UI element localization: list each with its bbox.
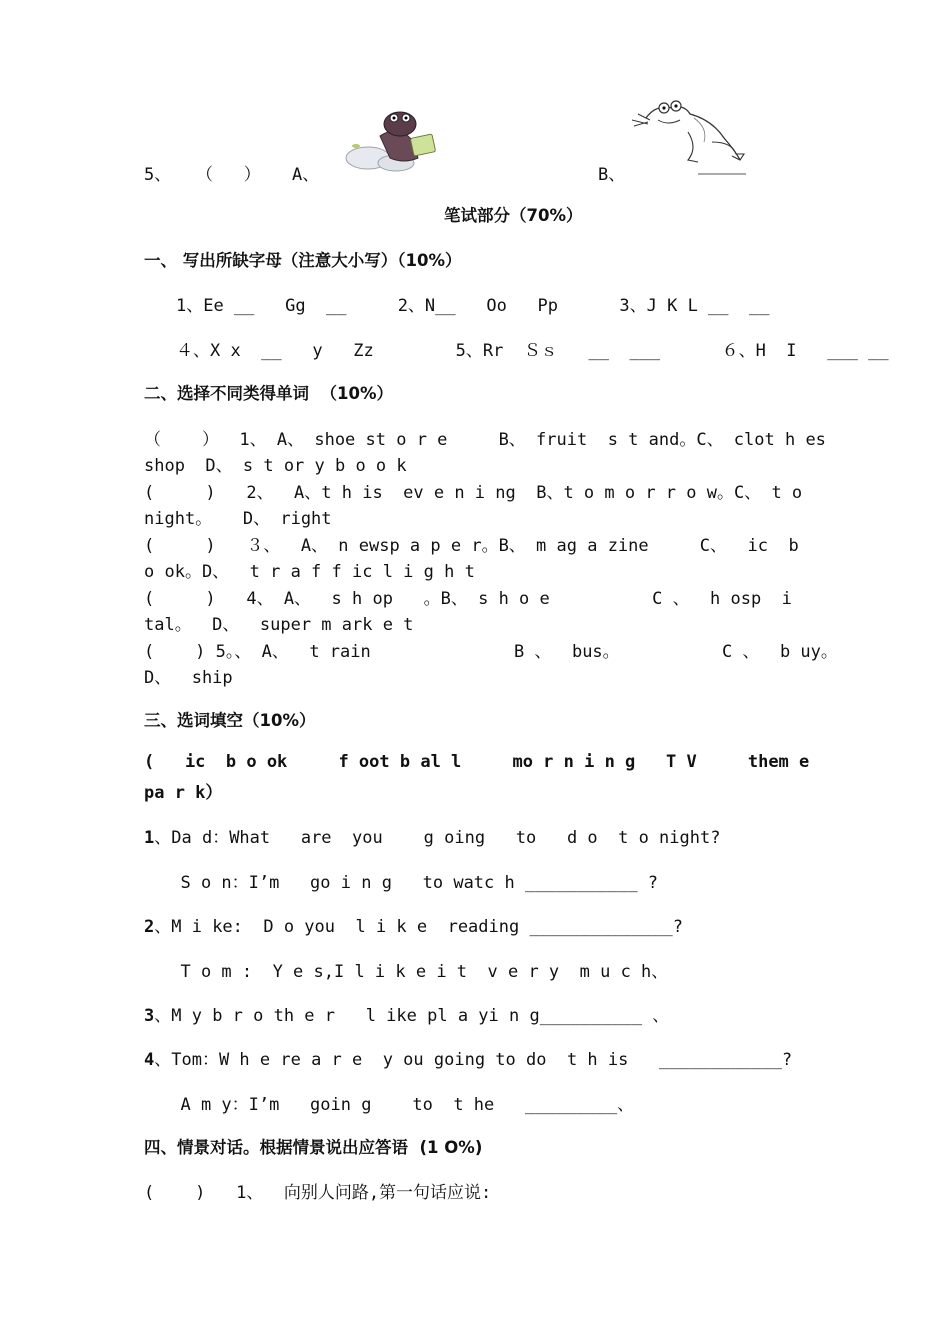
section2-line: tal。 D、 super m ark e t bbox=[144, 615, 414, 635]
q5-number: 5、 bbox=[144, 165, 172, 185]
fill-item-1-reply: S o n：I’m go i n g to watc h ___________ ? bbox=[160, 873, 659, 893]
section1-row2: ４、X x __ y Zz 5、Rr Ｓｓ __ ___ ６、H I ___ __ bbox=[176, 341, 889, 361]
word-bank-line2: pa r k） bbox=[144, 783, 223, 803]
fill-item-3: 3、M y b r o th e r l ike pl a yi n g__________ 、 bbox=[144, 1006, 670, 1026]
q5-option-a-label: A、 bbox=[292, 165, 320, 185]
written-part-title: 笔试部分（70%） bbox=[444, 206, 583, 225]
word-bank-line1: ( ic b o ok f oot b al l mo r n i n g T V them e bbox=[144, 752, 810, 772]
section2-line: ( ) 5。、 A、 t rain B 、 bus。 C 、 b uy。 bbox=[144, 642, 838, 662]
fill-item-2: 2、M i ke: D o you l i k e reading ______________? bbox=[144, 917, 683, 937]
fill-item-4-reply: A m y：I’m goin g to t he _________、 bbox=[160, 1095, 635, 1115]
section4-title: 四、情景对话。根据情景说出应答语 (1 O%) bbox=[144, 1138, 483, 1157]
section2-line: ( ) ３、 A、 n ewsp a p e r。B、 m ag a zine C、 ic b bbox=[144, 536, 799, 556]
section4-question-1: ( ) 1、 向别人问路,第一句话应说: bbox=[144, 1183, 492, 1203]
section1-row1: 1、Ee __ Gg __ 2、N__ Oo Pp 3、J K L __ __ bbox=[176, 296, 770, 316]
jumping-frog-icon bbox=[628, 98, 752, 178]
fill-item-2-reply: T o m : Y e s,I l i k e i t v e r y m u c h、 bbox=[160, 962, 669, 982]
section2-line: D、 ship bbox=[144, 668, 233, 688]
q5-option-b-label: B、 bbox=[598, 165, 626, 185]
section2-line: （ ） 1、 A、 shoe st o r e B、 fruit s t and。C、 clot h es bbox=[144, 430, 826, 450]
section2-line: ( ) 2、 A、t h is ev e n i ng B、t o m o r r o w。C、 t o bbox=[144, 483, 803, 503]
section2-title: 二、选择不同类得单词 （10%） bbox=[144, 384, 393, 403]
fill-item-1: 1、Da d：What are you g oing to d o t o night? bbox=[144, 828, 721, 848]
reading-character-icon bbox=[338, 106, 448, 174]
fill-item-4: 4、Tom：W h e re a r e y ou going to do t h is ____________? bbox=[144, 1050, 793, 1070]
section2-line: shop D、 s t or y b o o k bbox=[144, 456, 407, 476]
q5-answer-paren: （ ） bbox=[196, 165, 261, 185]
section2-line: ( ) 4、 A、 s h op 。B、 s h o e C 、 h osp i bbox=[144, 589, 792, 609]
section3-title: 三、选词填空（10%） bbox=[144, 711, 316, 730]
section2-line: o ok。D、 t r a f f ic l i g h t bbox=[144, 562, 475, 582]
section2-line: night。 D、 right bbox=[144, 509, 332, 529]
section1-title: 一、 写出所缺字母（注意大小写）（10%） bbox=[144, 251, 462, 270]
